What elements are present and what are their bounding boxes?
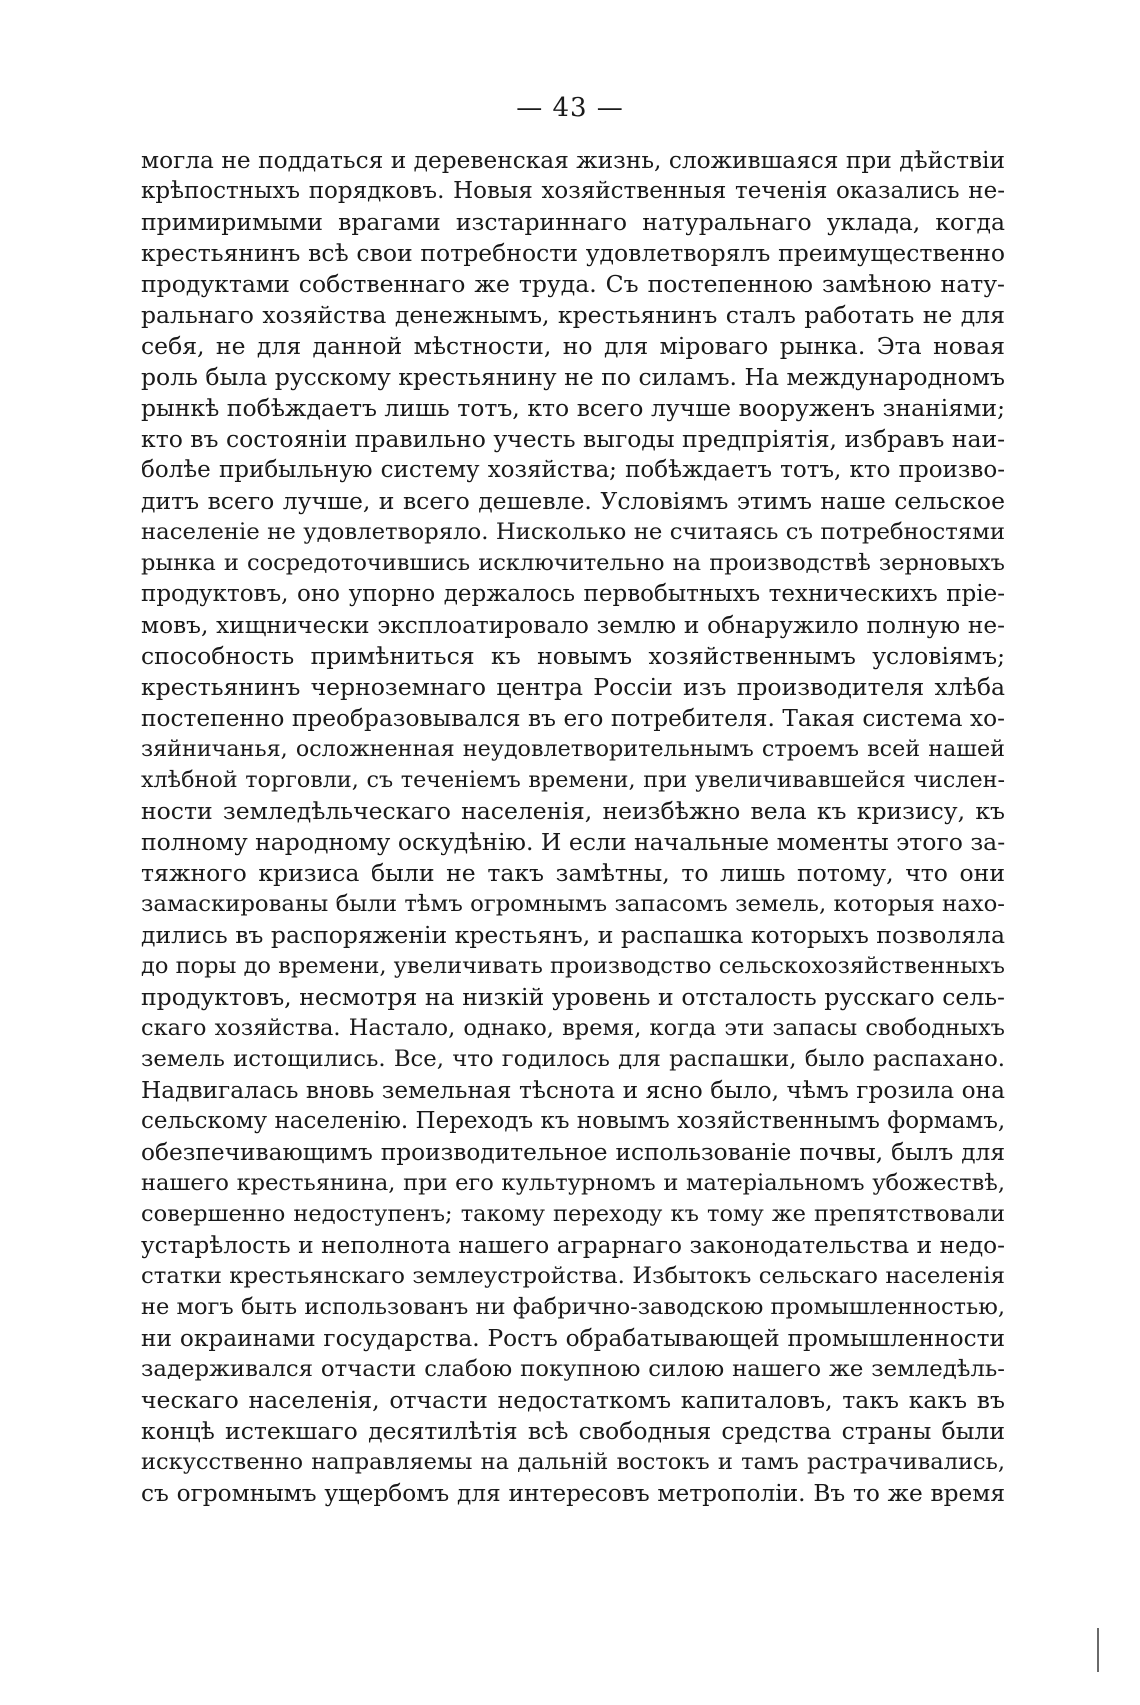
text-line: крестьянинъ всѣ свои потребности удовлетворялъ преимущественно — [141, 239, 1005, 267]
text-line: скаго хозяйства. Настало, однако, время, когда эти запасы свободныхъ — [141, 1015, 1005, 1041]
text-line: устарѣлость и неполнота нашего аграрнаго законодательства и недо- — [141, 1232, 1005, 1259]
text-line: искусственно направляемы на дальній востокъ и тамъ растрачивались, — [141, 1449, 1005, 1475]
text-line: продуктовъ, несмотря на низкій уровень и отсталость русскаго сель- — [141, 983, 1005, 1011]
text-line: Надвигалась вновь земельная тѣснота и ясно было, чѣмъ грозила она — [141, 1077, 1005, 1104]
page-number: — 43 — — [516, 93, 624, 123]
text-line: концѣ истекшаго десятилѣтія всѣ свободныя средства страны были — [141, 1417, 1005, 1445]
page-edge-mark — [1097, 1628, 1099, 1672]
text-line: продуктовъ, оно упорно держалось первобытныхъ техническихъ пріе- — [141, 581, 1005, 607]
text-line: обезпечивающимъ производительное использованіе почвы, былъ для — [141, 1139, 1005, 1166]
text-line: мовъ, хищнически эксплоатировало землю и обнаружило полную не- — [141, 612, 1005, 639]
text-line: ческаго населенія, отчасти недостаткомъ капиталовъ, такъ какъ въ — [141, 1386, 1005, 1414]
text-line: сельскому населенію. Переходъ къ новымъ хозяйственнымъ формамъ, — [141, 1108, 1005, 1134]
text-line: совершенно недоступенъ; такому переходу къ тому же препятствовали — [141, 1201, 1005, 1227]
text-line: могла не поддаться и деревенская жизнь, сложившаяся при дѣйствіи — [141, 147, 1005, 174]
text-line: дились въ распоряженіи крестьянъ, и распашка которыхъ позволяла — [141, 921, 1005, 949]
text-line: постепенно преобразовывался въ его потребителя. Такая система хо- — [141, 705, 1005, 732]
text-line: ни окраинами государства. Ростъ обрабатывающей промышленности — [141, 1325, 1005, 1352]
text-line: крестьянинъ черноземнаго центра Россіи изъ производителя хлѣба — [141, 673, 1005, 701]
text-line: себя, не для данной мѣстности, но для міроваго рынка. Эта новая — [141, 332, 1005, 360]
text-line: хлѣбной торговли, съ теченіемъ времени, при увеличивавшейся числен- — [141, 767, 1005, 793]
text-line: зяйничанья, осложненная неудовлетворительнымъ строемъ всей нашей — [141, 736, 1005, 762]
text-line: задерживался отчасти слабою покупною силою нашего же земледѣль- — [141, 1356, 1005, 1382]
text-line: крѣпостныхъ порядковъ. Новыя хозяйственныя теченія оказались не- — [141, 178, 1005, 204]
text-line: ральнаго хозяйства денежнымъ, крестьянинъ сталъ работать не для — [141, 301, 1005, 329]
text-line: населеніе не удовлетворяло. Нисколько не считаясь съ потребностями — [141, 519, 1005, 545]
body-text — [141, 145, 1005, 1509]
text-line: не могъ быть использованъ ни фабрично-заводскою промышленностью, — [141, 1294, 1005, 1320]
text-line: земель истощились. Все, что годилось для распашки, было распахано. — [141, 1046, 1005, 1072]
text-line: рынка и сосредоточившись исключительно на производствѣ зерновыхъ — [141, 550, 1005, 576]
text-line: примиримыми врагами изстариннаго натуральнаго уклада, когда — [141, 208, 1005, 236]
text-line: замаскированы были тѣмъ огромнымъ запасомъ земель, которыя нахо- — [141, 891, 1005, 917]
text-line: кто въ состояніи правильно учесть выгоды предпріятія, избравъ наи- — [141, 425, 1005, 453]
text-line: нашего крестьянина, при его культурномъ и матеріальномъ убожествѣ, — [141, 1170, 1005, 1196]
text-line: тяжного кризиса были не такъ замѣтны, то лишь потому, что они — [141, 859, 1005, 887]
text-line: роль была русскому крестьянину не по силамъ. На международномъ — [141, 363, 1005, 391]
text-line: до поры до времени, увеличивать производство сельскохозяйственныхъ — [141, 953, 1005, 979]
text-line: продуктами собственнаго же труда. Съ постепенною замѣною нату- — [141, 270, 1005, 298]
text-line: статки крестьянскаго землеустройства. Избытокъ сельскаго населенія — [141, 1263, 1005, 1289]
text-line: способность примѣниться къ новымъ хозяйственнымъ условіямъ; — [141, 642, 1005, 670]
text-line: ности земледѣльческаго населенія, неизбѣжно вела къ кризису, къ — [141, 797, 1005, 825]
text-line: рынкѣ побѣждаетъ лишь тотъ, кто всего лучше вооруженъ знаніями; — [141, 394, 1005, 422]
text-line: болѣе прибыльную систему хозяйства; побѣждаетъ тотъ, кто произво- — [141, 457, 1005, 483]
text-line: полному народному оскудѣнію. И если начальные моменты этого за- — [141, 828, 1005, 856]
text-line: съ огромнымъ ущербомъ для интересовъ метрополіи. Въ то же время — [141, 1480, 1005, 1507]
text-line: дитъ всего лучше, и всего дешевле. Условіямъ этимъ наше сельское — [141, 487, 1005, 515]
